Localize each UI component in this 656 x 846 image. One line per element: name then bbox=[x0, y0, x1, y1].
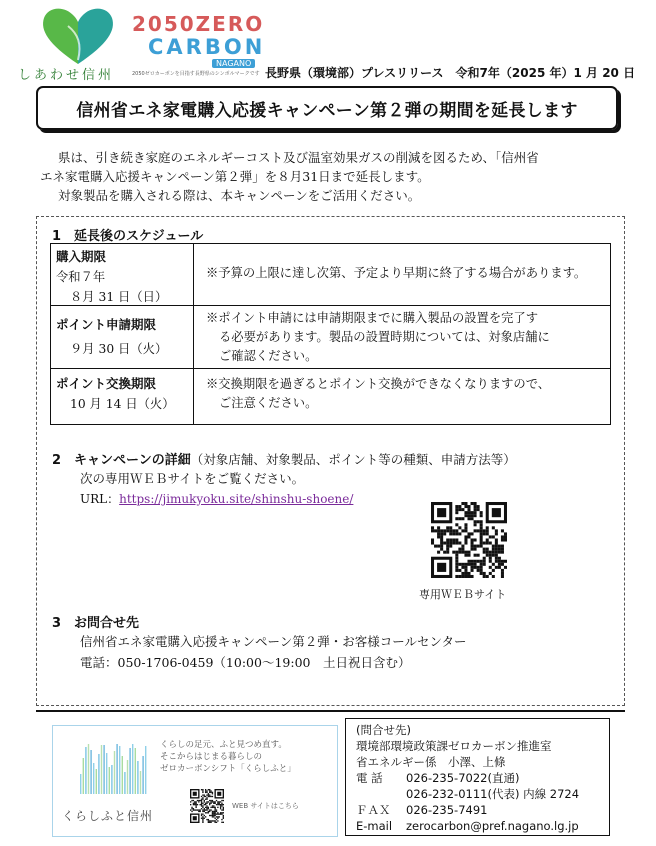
email-label: E-mail bbox=[356, 819, 393, 833]
zero-carbon-caption: 2050ゼロカーボンを目指す長野県のシンボルマークです bbox=[132, 71, 260, 77]
row-label: ポイント交換期限 bbox=[56, 376, 157, 391]
qr-caption: 専用ＷＥＢサイト bbox=[419, 588, 507, 601]
shiawase-shinshu-logo-icon bbox=[38, 4, 118, 68]
email-address[interactable]: zerocarbon@pref.nagano.lg.jp bbox=[406, 819, 579, 833]
table-row bbox=[51, 306, 610, 369]
fax-label: ＦＡＸ bbox=[356, 803, 391, 817]
url-line bbox=[80, 490, 353, 507]
row-note: ※予算の上限に達し次第、予定より早期に終了する場合があります。 bbox=[206, 266, 587, 280]
section3-heading: 3 お問合せ先 bbox=[52, 616, 140, 631]
row-label: 購入期限 bbox=[56, 249, 107, 264]
contact-info bbox=[356, 722, 579, 834]
tel-label: 電 話 bbox=[356, 771, 383, 785]
campaign-url-link[interactable]: https://jimukyoku.site/shinshu-shoene/ bbox=[119, 492, 354, 506]
section2-heading bbox=[52, 449, 516, 468]
banner-copy bbox=[160, 739, 296, 775]
row-note: ご注意ください。 bbox=[219, 396, 318, 410]
row-note: ご確認ください。 bbox=[219, 349, 318, 363]
zero-carbon-logo-line1: 2050ZERO bbox=[132, 12, 265, 36]
qr-code-icon[interactable] bbox=[190, 789, 224, 823]
qr-code-icon[interactable] bbox=[431, 502, 507, 578]
contact-dept: 環境部環境政策課ゼロカーボン推進室 bbox=[356, 739, 552, 753]
intro-line-1: 県は、引き続き家庭のエネルギーコスト及び温室効果ガスの削減を図るため、「信州省 bbox=[58, 150, 539, 165]
row-date: 10 月 14 日（火） bbox=[70, 397, 175, 411]
nagano-tag: NAGANO bbox=[212, 59, 255, 68]
title-box bbox=[36, 86, 618, 130]
row-date: ８月 31 日（日） bbox=[70, 290, 168, 304]
section2-title: 2 キャンペーンの詳細 bbox=[52, 453, 191, 468]
table-row bbox=[51, 244, 610, 306]
press-release-line: 長野県（環境部）プレスリリース 令和7年（2025 年）1 月 20 日 bbox=[265, 66, 636, 80]
call-center-name: 信州省エネ家電購入応援キャンペーン第２弾・お客様コールセンター bbox=[80, 634, 467, 649]
zero-carbon-logo-line2: CARBON bbox=[148, 35, 266, 59]
banner-brand: くらしふと信州 bbox=[62, 809, 154, 823]
logo-caption: しあわせ信州 bbox=[18, 68, 115, 83]
row-date: ９月 30 日（火） bbox=[70, 342, 168, 356]
fax-number: 026-235-7491 bbox=[406, 803, 488, 817]
kurashift-stripes-icon bbox=[80, 736, 150, 800]
contact-heading: (問合せ先) bbox=[356, 723, 411, 737]
banner-copy-line: そこからはじまる暮らしの bbox=[160, 752, 263, 762]
row-date: 令和７年 bbox=[56, 270, 106, 284]
row-note: ※ポイント申請には申請期限までに購入製品の設置を完了す bbox=[206, 311, 539, 325]
section2-subtitle: （対象店舗、対象製品、ポイント等の種類、申請方法等） bbox=[190, 452, 516, 467]
row-note: ※交換期限を過ぎるとポイント交換ができなくなりますので、 bbox=[206, 377, 551, 391]
call-center-phone: 電話：050-1706-0459（10:00～19:00 土日祝日含む） bbox=[80, 655, 411, 670]
table-row bbox=[51, 369, 610, 424]
section2-body: 次の専用ＷＥＢサイトをご覧ください。 bbox=[80, 471, 305, 486]
banner-copy-line: くらしの足元、ふと見つめ直す。 bbox=[160, 740, 287, 750]
section1-heading: 1 延長後のスケジュール bbox=[52, 229, 204, 244]
tel-direct: 026-235-7022(直通) bbox=[406, 771, 520, 785]
url-label: URL： bbox=[80, 492, 120, 506]
intro-paragraph bbox=[40, 148, 620, 205]
banner-web-label: WEB サイトはこちら bbox=[232, 802, 299, 810]
banner-copy-line: ゼロカーボンシフト「くらしふと」 bbox=[160, 764, 296, 774]
intro-line-2: エネ家電購入応援キャンペーン第２弾」を８月31日まで延長します。 bbox=[40, 169, 430, 184]
schedule-table bbox=[50, 243, 611, 425]
tel-main: 026-232-0111(代表) 内線 2724 bbox=[406, 787, 580, 801]
footer-separator bbox=[36, 710, 625, 712]
row-label: ポイント申請期限 bbox=[56, 317, 157, 332]
contact-section: 省エネルギー係 小澤、上條 bbox=[356, 755, 506, 769]
intro-line-3: 対象製品を購入される際は、本キャンペーンをご活用ください。 bbox=[58, 188, 421, 203]
row-note: る必要があります。製品の設置時期については、対象店舗に bbox=[219, 330, 550, 344]
page-title: 信州省エネ家電購入応援キャンペーン第２弾の期間を延長します bbox=[76, 100, 578, 121]
